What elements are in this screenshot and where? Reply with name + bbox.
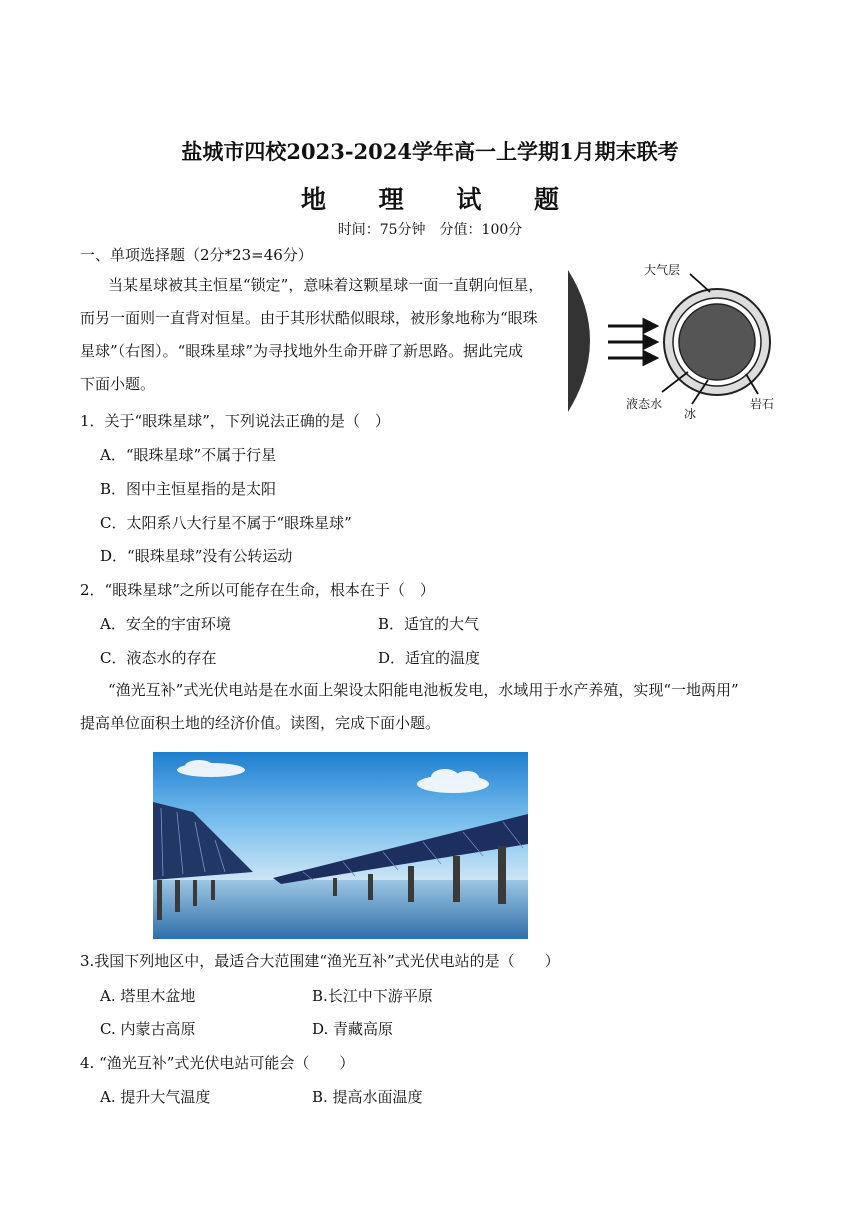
question-1-option-d[interactable]: D．“眼珠星球”没有公转运动 — [100, 547, 293, 565]
time-score-line: 时间：75分钟 分值：100分 — [337, 222, 523, 238]
intro-line-3: 星球”（右图）。“眼珠星球”为寻找地外生命开辟了新思路。据此完成 — [80, 342, 524, 360]
question-1-stem: 1．关于“眼珠星球”，下列说法正确的是（ ） — [80, 412, 390, 430]
eyeball-planet-diagram — [560, 262, 790, 422]
question-4-option-a[interactable]: A. 提升大气温度 — [100, 1088, 211, 1106]
intro-line-1: 当某星球被其主恒星“锁定”，意味着这颗星球一面一直朝向恒星， — [108, 276, 544, 294]
question-2-stem: 2．“眼珠星球”之所以可能存在生命，根本在于（ ） — [80, 581, 435, 599]
question-3-option-a[interactable]: A. 塔里木盆地 — [100, 987, 196, 1005]
passage2-line-1: “渔光互补”式光伏电站是在水面上架设太阳能电池板发电，水域用于水产养殖，实现“一地两用” — [108, 681, 739, 699]
fishery-solar-photo — [153, 752, 528, 939]
question-4-option-b[interactable]: B. 提高水面温度 — [312, 1088, 423, 1106]
intro-line-2: 而另一面则一直背对恒星。由于其形状酷似眼球，被形象地称为“眼珠 — [80, 309, 538, 327]
question-3-stem: 3.我国下列地区中，最适合大范围建“渔光互补”式光伏电站的是（ ） — [80, 952, 560, 970]
question-3-option-c[interactable]: C. 内蒙古高原 — [100, 1020, 196, 1038]
star-shape — [568, 270, 590, 412]
question-2-option-c[interactable]: C．液态水的存在 — [100, 649, 217, 667]
subject-title: 地 理 试 题 — [300, 185, 582, 214]
question-2-option-b[interactable]: B．适宜的大气 — [378, 615, 480, 633]
label-liquid-water: 液态水 — [626, 397, 663, 411]
question-1-option-a[interactable]: A．“眼珠星球”不属于行星 — [100, 446, 277, 464]
question-1-option-b[interactable]: B．图中主恒星指的是太阳 — [100, 480, 277, 498]
question-4-stem: 4. “渔光互补”式光伏电站可能会（ ） — [80, 1054, 355, 1072]
question-3-option-b[interactable]: B.长江中下游平原 — [312, 987, 433, 1005]
exam-title: 盐城市四校2023-2024学年高一上学期1月期末联考 — [181, 139, 679, 164]
rock-core — [679, 304, 755, 380]
section-heading: 一、单项选择题（2分*23=46分） — [80, 246, 313, 264]
label-ice: 冰 — [684, 407, 697, 421]
label-rock: 岩石 — [750, 397, 775, 411]
label-atmosphere: 大气层 — [644, 263, 681, 277]
passage2-line-2: 提高单位面积土地的经济价值。读图，完成下面小题。 — [80, 714, 441, 732]
light-arrows — [608, 320, 656, 364]
question-1-option-c[interactable]: C．太阳系八大行星不属于“眼珠星球” — [100, 514, 352, 532]
question-2-option-a[interactable]: A．安全的宇宙环境 — [100, 615, 231, 633]
question-3-option-d[interactable]: D. 青藏高原 — [312, 1020, 394, 1038]
intro-line-4: 下面小题。 — [80, 375, 156, 393]
question-2-option-d[interactable]: D．适宜的温度 — [378, 649, 481, 667]
